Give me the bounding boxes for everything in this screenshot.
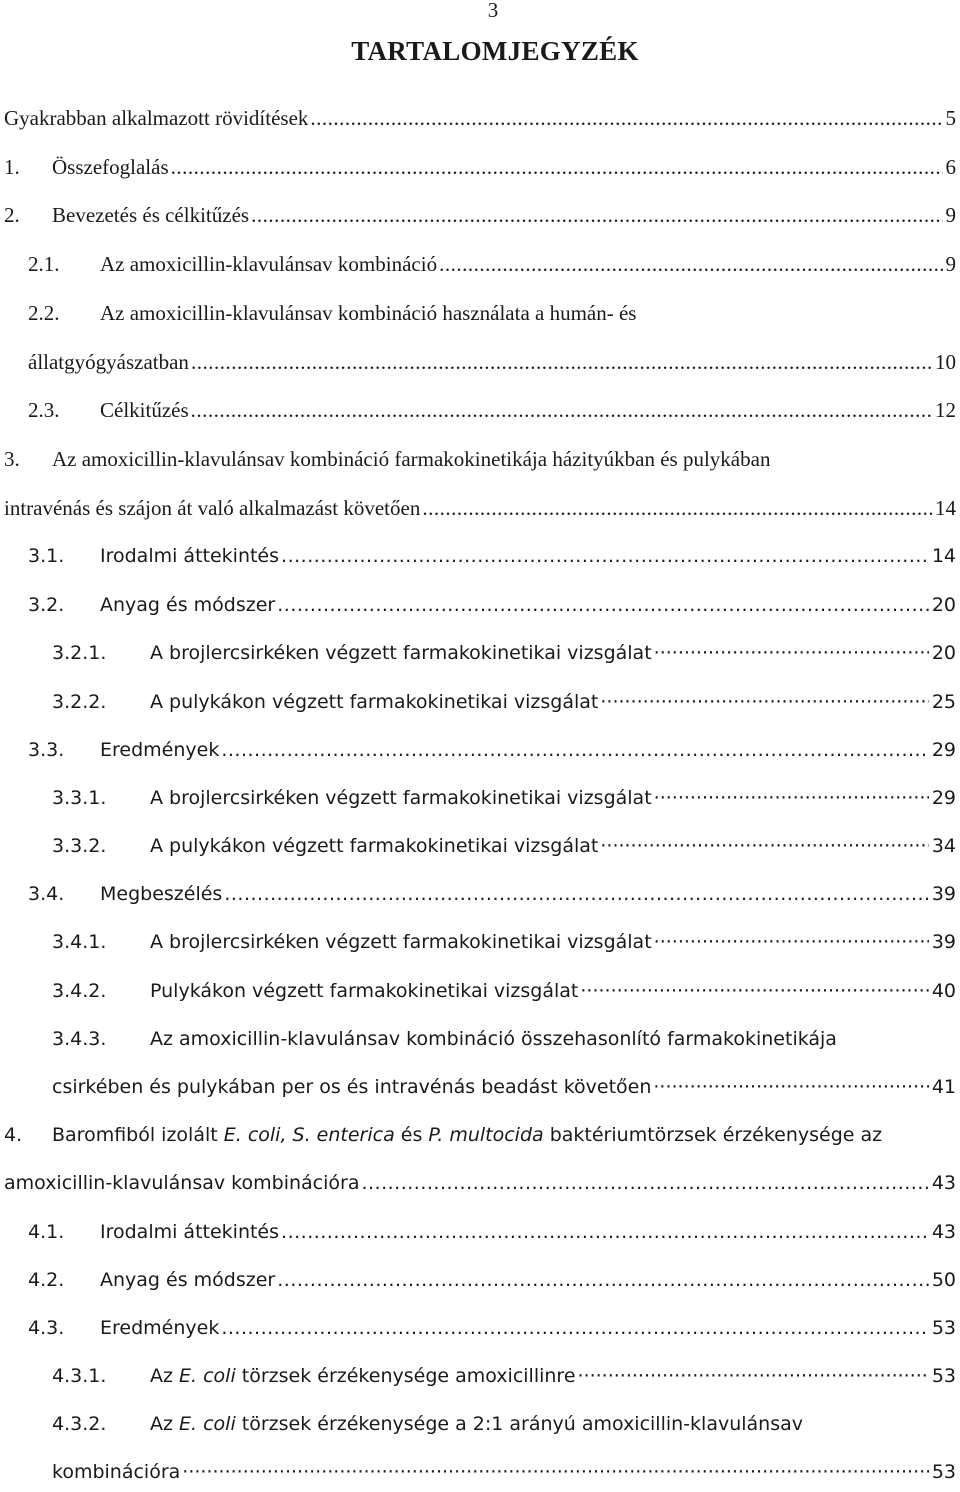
leader-dots [654,778,929,818]
toc-entry-title: intravénás és szájon át való alkalmazást követően [4,496,421,520]
toc-entry[interactable] [0,147,960,187]
toc-entry-number: 3.4. [28,883,65,905]
toc-entry[interactable] [0,874,960,914]
toc-entry-page: 6 [945,155,956,179]
leader-dots [361,1163,928,1203]
toc-entry[interactable] [0,922,960,962]
toc-entry-number: 3.2.1. [52,642,107,664]
toc-entry-title: A brojlercsirkéken végzett farmakokinetikai vizsgálat [150,787,652,809]
toc-entry[interactable] [0,293,960,333]
toc-entry[interactable] [0,1356,960,1396]
toc-entry-number: 3.2. [28,594,65,616]
toc-entry-continuation[interactable] [0,488,960,528]
page-number: 3 [487,0,499,22]
toc-entry-number: 2.3. [28,398,60,422]
toc-entry[interactable] [0,585,960,625]
toc-entry-page: 50 [931,1269,956,1291]
leader-dots [251,195,942,235]
toc-entry-number: 3.3.1. [52,787,107,809]
toc-entry-continuation[interactable] [0,1452,960,1492]
toc-entry-title: Irodalmi áttekintés [100,1221,280,1243]
toc-entry-number: 2. [4,203,20,227]
toc-entry-title: Megbeszélés [100,883,223,905]
toc-entry-page: 9 [945,252,956,276]
toc-entry-number: 1. [4,155,20,179]
toc-entry[interactable] [0,244,960,284]
toc-entry[interactable] [0,1115,960,1155]
toc-entry-title: Anyag és módszer [100,1269,276,1291]
toc-entry-title: A pulykákon végzett farmakokinetikai vizsgálat [150,691,599,713]
toc-entry[interactable] [0,536,960,576]
toc-entry-title: kombinációra [52,1461,181,1483]
toc-entry-number: 3. [4,447,20,471]
toc-entry[interactable] [0,1019,960,1059]
toc-entry-number: 2.2. [28,301,60,325]
toc-entry-title: A brojlercsirkéken végzett farmakokinetikai vizsgálat [150,931,652,953]
toc-entry-page: 53 [931,1461,956,1483]
toc-entry[interactable] [0,439,960,479]
toc-entry-title: Irodalmi áttekintés [100,545,280,567]
toc-entry-title: Az E. coli törzsek érzékenysége amoxicillinre [150,1365,576,1387]
toc-entry-page: 20 [931,642,956,664]
toc-entry-number: 3.3. [28,739,65,761]
toc-entry-number: 3.3.2. [52,835,107,857]
toc-entry-number: 3.4.2. [52,980,107,1002]
toc-entry-title: amoxicillin-klavulánsav kombinációra [4,1172,360,1194]
toc-entry-page: 43 [931,1221,956,1243]
leader-dots [422,488,932,528]
toc-entry-page: 12 [935,398,956,422]
leader-dots [277,585,929,625]
leader-dots [281,1212,929,1252]
leader-dots [182,1452,929,1492]
toc-entry-page: 34 [931,835,956,857]
toc-entry-continuation[interactable] [0,1163,960,1203]
toc-entry[interactable] [0,971,960,1011]
toc-entry-page: 41 [931,1076,956,1098]
page-title: TARTALOMJEGYZÉK [351,36,639,66]
toc-entry-page: 10 [935,350,956,374]
leader-dots [277,1260,929,1300]
toc-entry-number: 4.3.1. [52,1365,107,1387]
toc-entry-title: Az amoxicillin-klavulánsav kombináció használata a humán- és [100,301,637,325]
toc-entry-number: 3.4.1. [52,931,107,953]
toc-entry[interactable] [0,826,960,866]
leader-dots [224,874,928,914]
toc-entry-title: Baromfiból izolált E. coli, S. enterica és P. multocida baktériumtörzsek érzékenysége az [52,1124,883,1146]
toc-entry[interactable] [0,1308,960,1348]
toc-entry-continuation[interactable] [0,342,960,382]
toc-entry-page: 25 [931,691,956,713]
toc-entry[interactable] [0,1212,960,1252]
leader-dots [171,147,943,187]
toc-entry-page: 5 [945,106,956,130]
leader-dots [600,682,928,722]
toc-entry-number: 4. [4,1124,23,1146]
leader-dots [310,98,942,138]
toc-entry-number: 3.4.3. [52,1028,107,1050]
toc-entry-page: 53 [931,1317,956,1339]
toc-entry-number: 3.1. [28,545,65,567]
leader-dots [653,1067,928,1107]
toc-entry-number: 3.2.2. [52,691,107,713]
leader-dots [191,390,932,430]
toc-entry-title: csirkében és pulykában per os és intravénás beadást követően [52,1076,652,1098]
leader-dots [654,922,929,962]
toc-entry[interactable] [0,195,960,235]
toc-entry[interactable] [0,1404,960,1444]
toc-entry-title: Eredmények [100,1317,220,1339]
toc-entry-title: állatgyógyászatban [28,350,189,374]
toc-entry-title: Gyakrabban alkalmazott rövidítések [4,106,309,130]
toc-entry-title: Az E. coli törzsek érzékenysége a 2:1 arányú amoxicillin-klavulánsav [150,1413,804,1435]
toc-entry-title: Pulykákon végzett farmakokinetikai vizsgálat [150,980,579,1002]
toc-entry-page: 14 [935,496,956,520]
toc-entry-title: Bevezetés és célkitűzés [52,203,250,227]
toc-entry-title: Az amoxicillin-klavulánsav kombináció farmakokinetikája házityúkban és pulykában [52,447,771,471]
toc-entry-title: Az amoxicillin-klavulánsav kombináció összehasonlító farmakokinetikája [150,1028,837,1050]
toc-entry-number: 4.3. [28,1317,65,1339]
toc-entry-number: 2.1. [28,252,60,276]
toc-entry-page: 29 [931,787,956,809]
toc-entry-number: 4.2. [28,1269,65,1291]
leader-dots [221,1308,928,1348]
toc-entry[interactable] [0,1260,960,1300]
toc-entry-page: 39 [931,883,956,905]
toc-entry-title: A brojlercsirkéken végzett farmakokinetikai vizsgálat [150,642,652,664]
toc-entry-page: 14 [931,545,956,567]
toc-entry[interactable] [0,390,960,430]
toc-entry-continuation[interactable] [0,1067,960,1107]
toc-entry-page: 20 [931,594,956,616]
leader-dots [580,971,928,1011]
toc-entry-number: 4.3.2. [52,1413,107,1435]
toc-entry-page: 43 [931,1172,956,1194]
toc-entry[interactable] [0,98,960,138]
toc-entry-title: Anyag és módszer [100,594,276,616]
leader-dots [578,1356,929,1396]
toc-entry-title: A pulykákon végzett farmakokinetikai vizsgálat [150,835,599,857]
toc-entry[interactable] [0,730,960,770]
toc-entry-page: 39 [931,931,956,953]
toc-entry-title: Eredmények [100,739,220,761]
leader-dots [654,633,929,673]
toc-entry-page: 29 [931,739,956,761]
toc-entry[interactable] [0,778,960,818]
toc-entry-title: Célkitűzés [100,398,189,422]
leader-dots [191,342,932,382]
leader-dots [281,536,929,576]
toc-entry[interactable] [0,633,960,673]
toc-entry-title: Az amoxicillin-klavulánsav kombináció [100,252,438,276]
toc-entry-page: 53 [931,1365,956,1387]
toc-entry[interactable] [0,682,960,722]
leader-dots [600,826,928,866]
toc-entry-title: Összefoglalás [52,155,169,179]
toc-entry-number: 4.1. [28,1221,65,1243]
toc-entry-page: 40 [931,980,956,1002]
toc-entry-page: 9 [945,203,956,227]
leader-dots [221,730,928,770]
leader-dots [439,244,942,284]
